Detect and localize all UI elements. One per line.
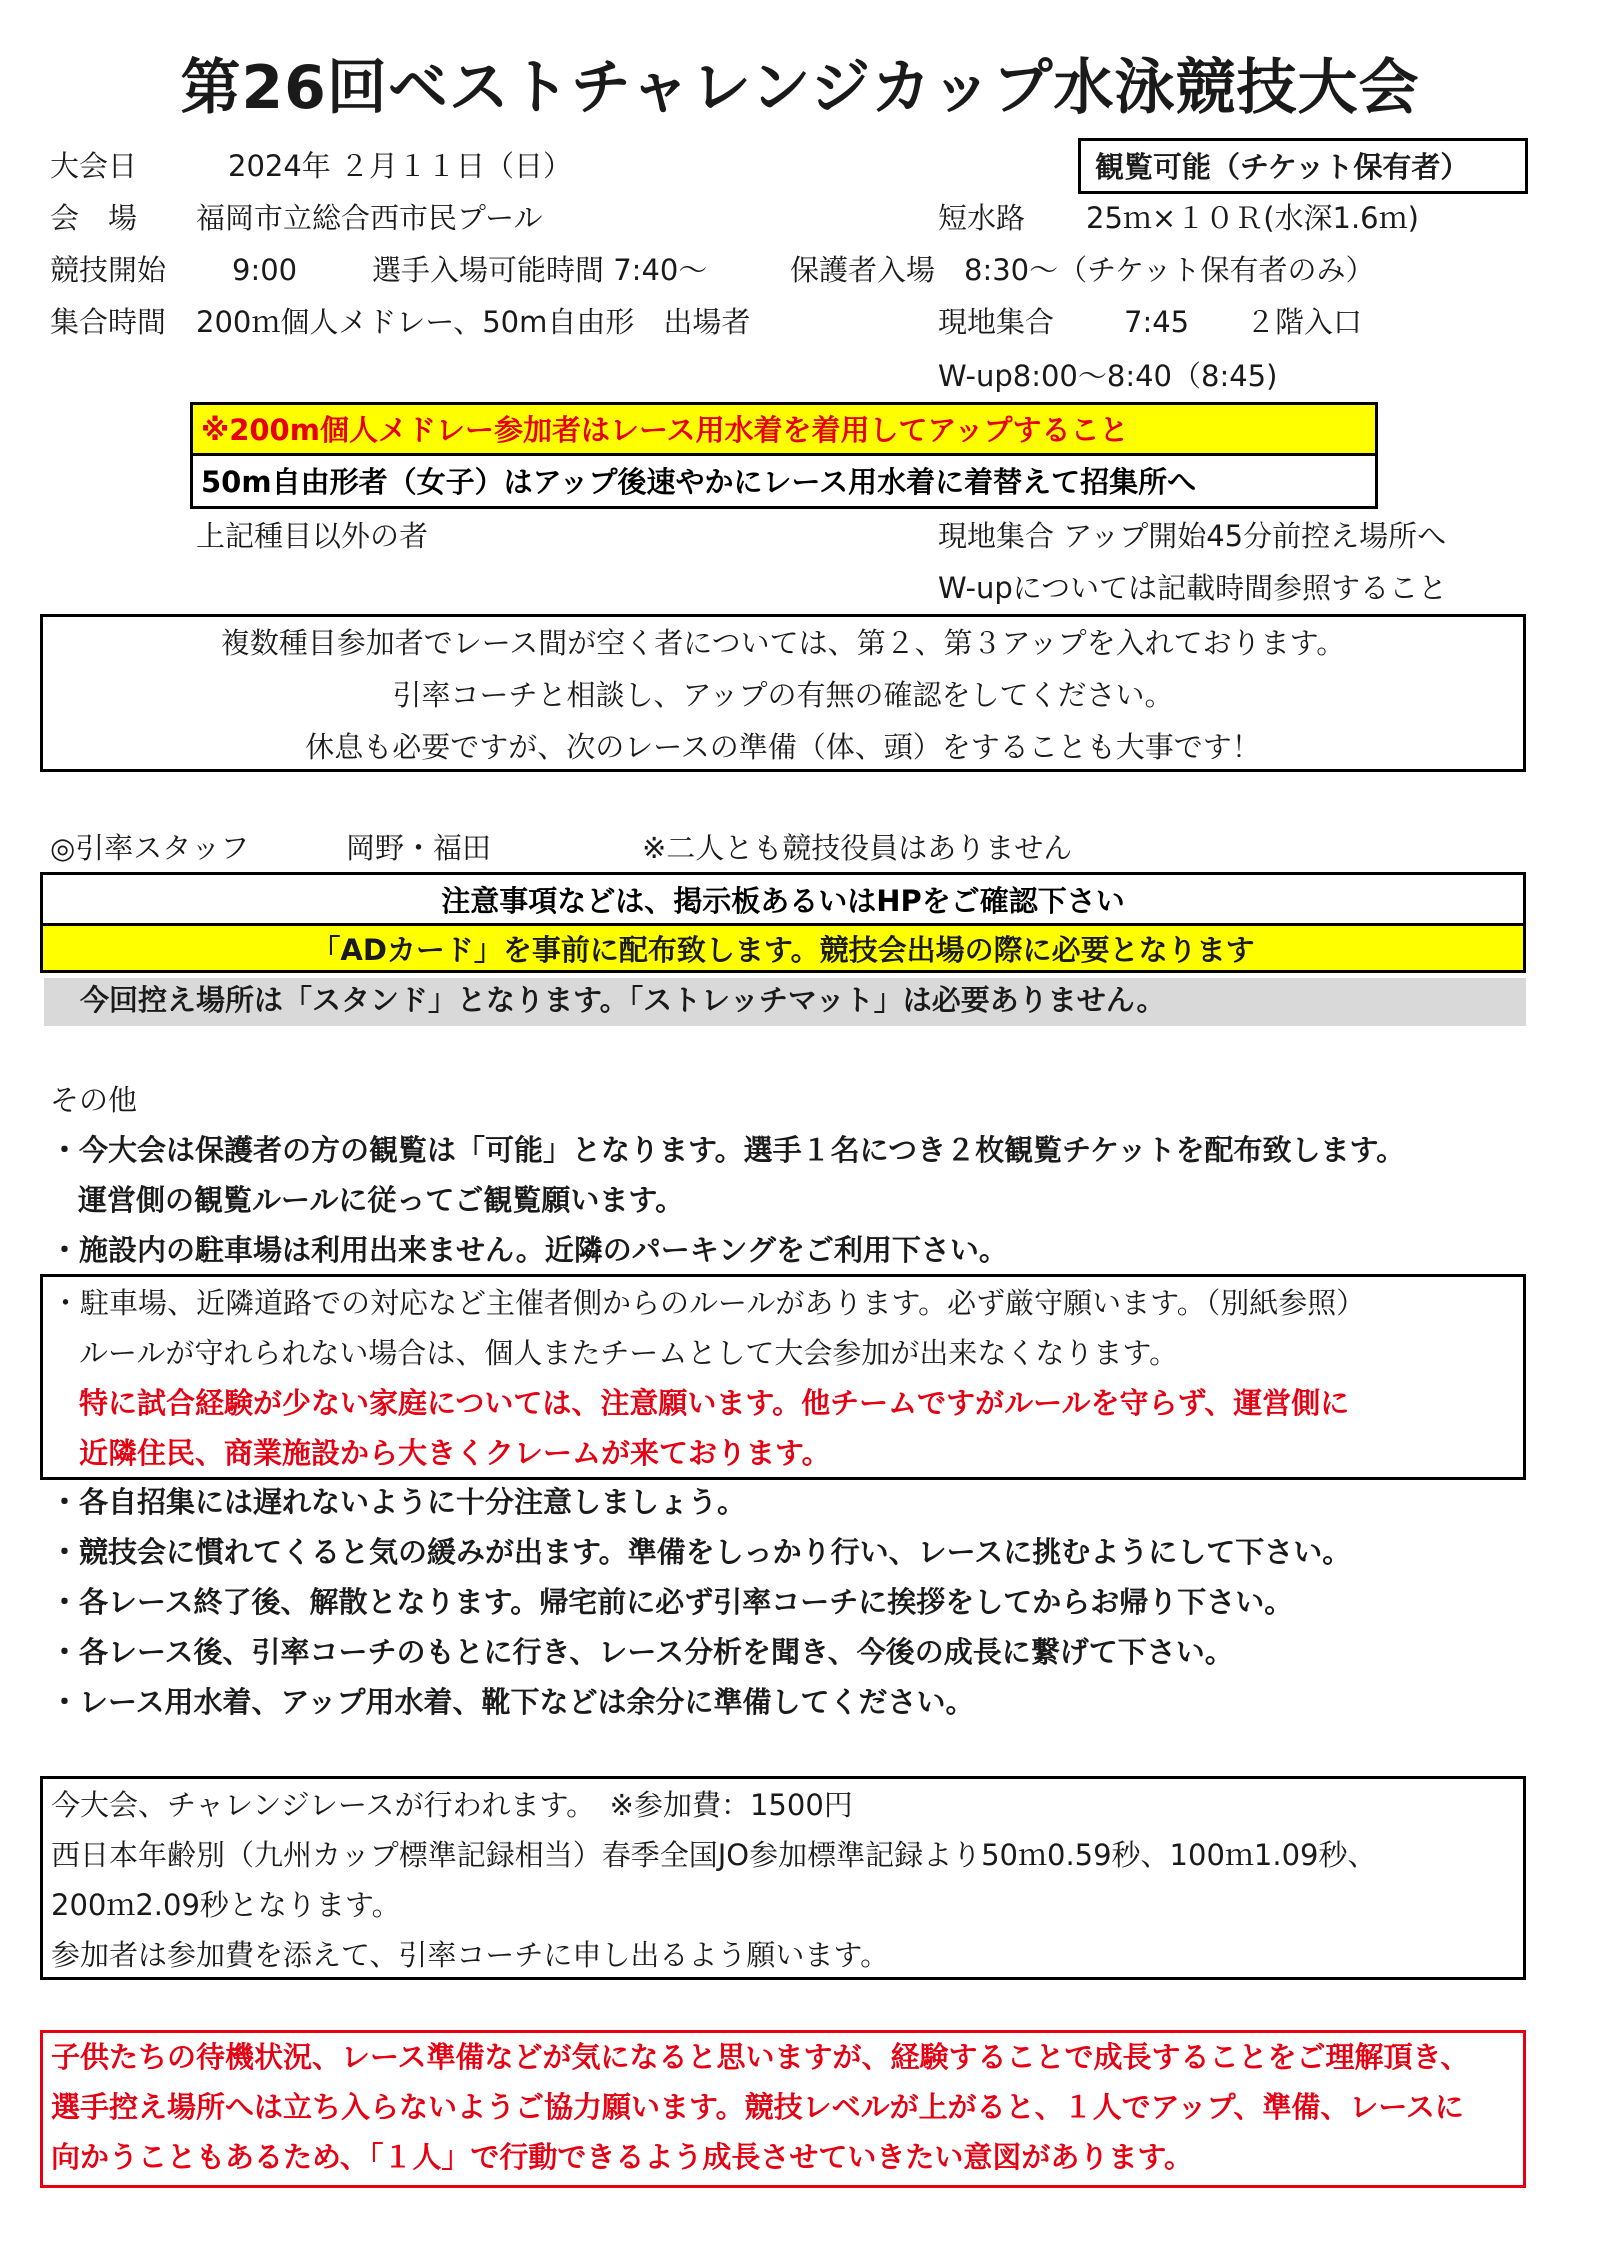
parking-rule-box	[40, 1274, 1526, 1480]
notice-im-swimsuit: ※200m個人メドレー参加者はレース用水着を着用してアップすること	[190, 402, 1378, 456]
wup-time: W-up8:00～8:40（8:45)	[938, 359, 1278, 393]
page-title: 第26回ベストチャレンジカップ水泳競技大会	[180, 53, 1420, 123]
venue-label: 会 場	[50, 201, 138, 235]
challenge-line: 参加者は参加費を添えて、引率コーチに申し出るよう願います。	[51, 1938, 890, 1972]
onsite-time: 7:45	[1124, 305, 1190, 339]
notice-waiting-area: 今回控え場所は「スタンド」となります。「ストレッチマット」は必要ありません。	[44, 978, 1526, 1026]
viewing-badge: 観覧可能（チケット保有者）	[1078, 138, 1528, 194]
notice-check-board: 注意事項などは、掲示板あるいはHPをご確認下さい	[40, 872, 1526, 926]
other-item: ・各レース後、引率コーチのもとに行き、レース分析を聞き、今後の成長に繋げて下さい。	[50, 1635, 1234, 1669]
start-value: 9:00	[232, 253, 298, 287]
challenge-line: 200ｍ2.09秒となります。	[51, 1888, 401, 1922]
other-item: ・レース用水着、アップ用水着、靴下などは余分に準備してください。	[50, 1685, 975, 1719]
other-item: ・施設内の駐車場は利用出来ません。近隣のパーキングをご利用下さい。	[50, 1233, 1008, 1267]
challenge-line: 今大会、チャレンジレースが行われます。 ※参加費：1500円	[51, 1788, 853, 1822]
others-assembly: 現地集合 アップ開始45分前控え場所へ	[938, 519, 1447, 553]
multi-event-line: 引率コーチと相談し、アップの有無の確認をしてください。	[392, 678, 1174, 712]
staff-names: 岡野・福田	[346, 831, 492, 865]
pool-value: 25ｍ×１０Ｒ(水深1.6ｍ)	[1086, 201, 1419, 235]
assembly-events: 200ｍ個人メドレー、50m自由形 出場者	[196, 305, 751, 339]
other-item: ・各レース終了後、解散となります。帰宅前に必ず引率コーチに挨拶をしてからお帰り下さい。	[50, 1585, 1294, 1619]
final-request-line: 選手控え場所へは立ち入らないようご協力願います。競技レベルが上がると、１人でアップ、準備、レースに	[51, 2090, 1464, 2124]
challenge-line: 西日本年齢別（九州カップ標準記録相当）春季全国JO参加標準記録より50ｍ0.59秒、100ｍ1.09秒、	[51, 1838, 1377, 1872]
notice-freestyle-change: 50m自由形者（女子）はアップ後速やかにレース用水着に着替えて招集所へ	[190, 453, 1378, 509]
staff-note: ※二人とも競技役員はありません	[642, 831, 1073, 865]
date-label: 大会日	[50, 149, 138, 183]
other-item-cont: 運営側の観覧ルールに従ってご観覧願います。	[78, 1183, 685, 1217]
start-label: 競技開始	[50, 253, 167, 287]
other-heading: その他	[50, 1083, 138, 1117]
other-item: ・競技会に慣れてくると気の緩みが出ます。準備をしっかり行い、レースに挑むようにして下さい。	[50, 1535, 1352, 1569]
onsite-place: ２階入口	[1246, 305, 1363, 339]
entry-time: 選手入場可能時間 7:40～	[372, 253, 708, 287]
staff-label: ◎引率スタッフ	[50, 831, 250, 865]
multi-event-line: 休息も必要ですが、次のレースの準備（体、頭）をすることも大事です！	[305, 730, 1261, 764]
challenge-race-box	[40, 1776, 1526, 1980]
pool-label: 短水路	[938, 201, 1026, 235]
multi-event-line: 複数種目参加者でレース間が空く者については、第２、第３アップを入れております。	[220, 626, 1346, 660]
others-wup: W-upについては記載時間参照すること	[938, 571, 1448, 605]
other-item: ・今大会は保護者の方の観覧は「可能」となります。選手１名につき２枚観覧チケットを配布致します。	[50, 1133, 1406, 1167]
guardian-entry: 保護者入場 8:30～（チケット保有者のみ）	[790, 253, 1375, 287]
other-item: ・各自招集には遅れないように十分注意しましょう。	[50, 1485, 747, 1519]
final-request-line: 向かうこともあるため、「１人」で行動できるよう成長させていきたい意図があります。	[51, 2140, 1194, 2174]
venue-value: 福岡市立総合西市民プール	[196, 201, 543, 235]
date-value: 2024年 ２月１１日（日）	[228, 149, 573, 183]
assembly-label: 集合時間	[50, 305, 167, 339]
parking-warning-line: 近隣住民、商業施設から大きくクレームが来ております。	[79, 1436, 831, 1470]
final-request-box	[40, 2030, 1526, 2188]
parking-rule-line: ルールが守れられない場合は、個人またチームとして大会参加が出来なくなります。	[79, 1336, 1179, 1370]
multi-event-box	[40, 614, 1526, 772]
notice-ad-card: 「ADカード」を事前に配布致します。競技会出場の際に必要となります	[40, 923, 1526, 973]
parking-warning-line: 特に試合経験が少ない家庭については、注意願います。他チームですがルールを守らず、運営側に	[79, 1386, 1350, 1420]
final-request-line: 子供たちの待機状況、レース準備などが気になると思いますが、経験することで成長することをご理解頂き、	[51, 2040, 1470, 2074]
others-label: 上記種目以外の者	[196, 519, 429, 553]
parking-rule-line: ・駐車場、近隣道路での対応など主催者側からのルールがあります。必ず厳守願います。（別紙参照）	[51, 1286, 1366, 1320]
onsite-label: 現地集合	[938, 305, 1055, 339]
